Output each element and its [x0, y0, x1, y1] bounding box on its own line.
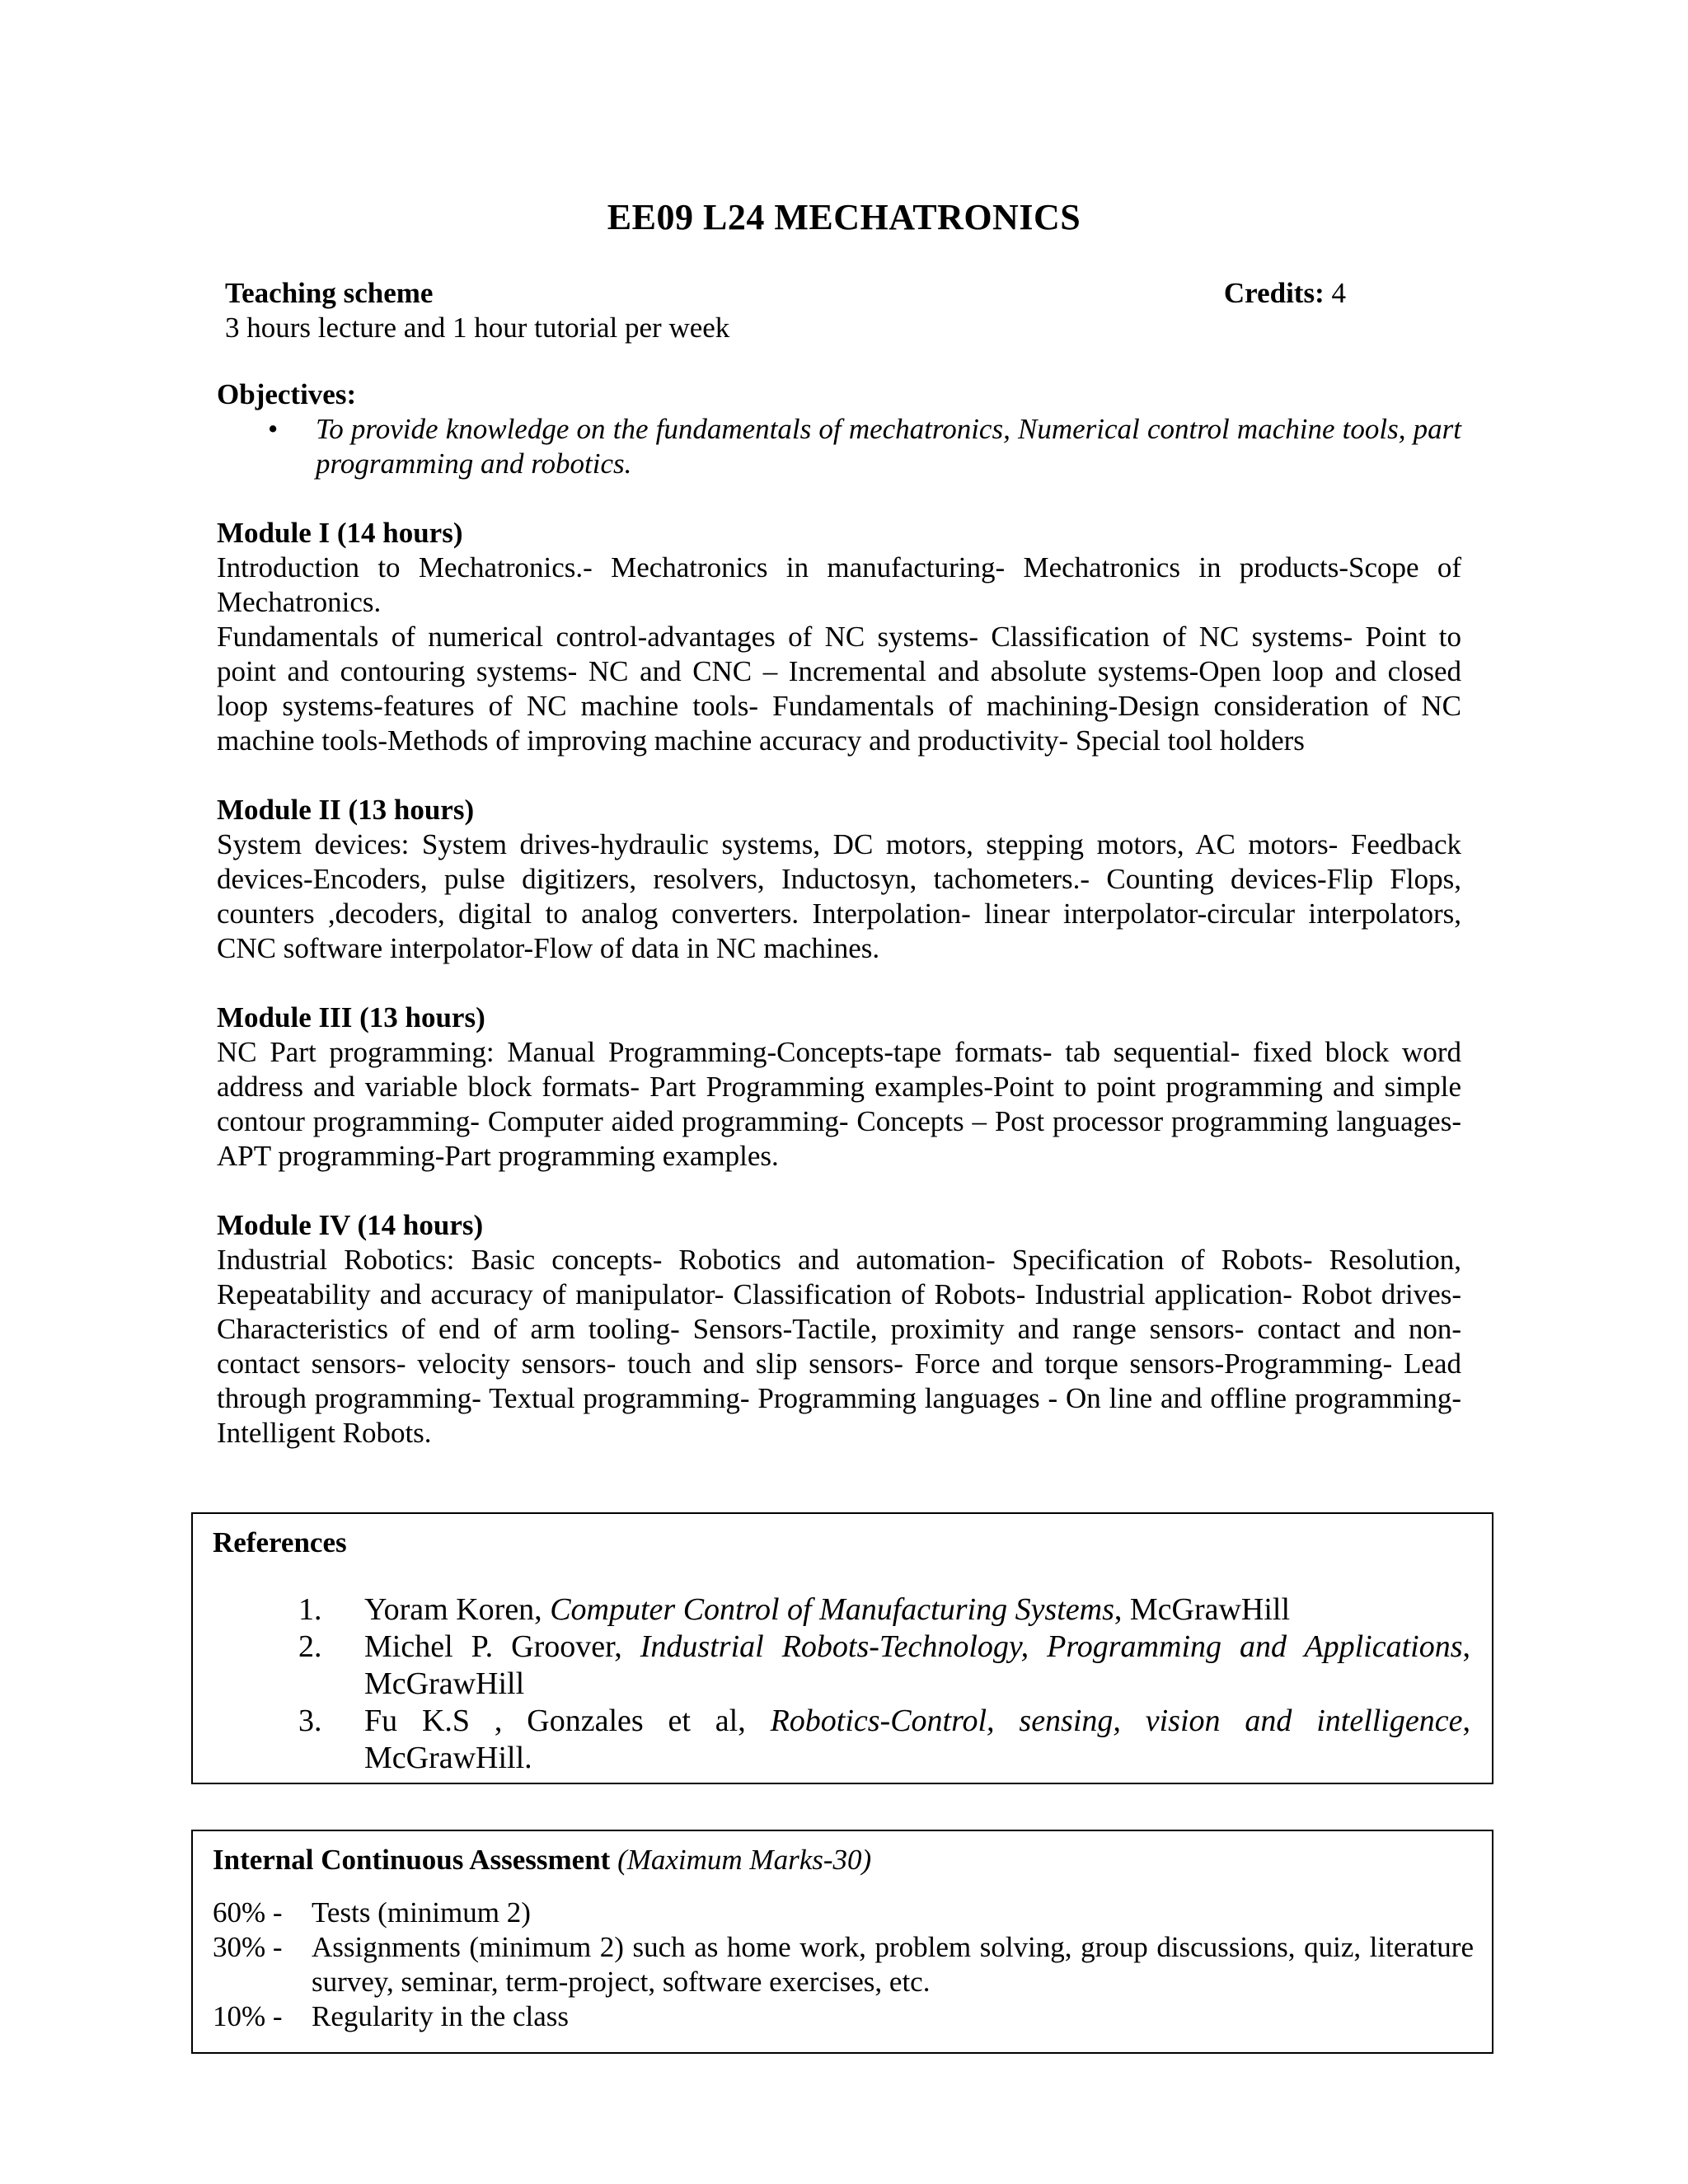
teaching-hours: 3 hours lecture and 1 hour tutorial per week	[225, 312, 730, 344]
syllabus-content	[217, 377, 1461, 1485]
reference-author: Michel P. Groover,	[364, 1629, 640, 1664]
assessment-list	[213, 1896, 1474, 2034]
module-paragraph: Introduction to Mechatronics.- Mechatronics in manufacturing- Mechatronics in products-Scope of Mechatronics.	[217, 551, 1461, 618]
assessment-max-marks: (Maximum Marks-30)	[617, 1844, 872, 1876]
credits-value: 4	[1331, 277, 1346, 309]
teaching-scheme-row	[225, 276, 1346, 311]
assessment-text: Tests (minimum 2)	[312, 1896, 531, 1929]
page-title: EE09 L24 MECHATRONICS	[607, 197, 1081, 237]
module-heading: Module II (13 hours)	[217, 794, 475, 826]
reference-number: 1.	[298, 1592, 322, 1627]
credits-label: Credits:	[1223, 277, 1325, 309]
objectives-heading: Objectives:	[217, 378, 357, 410]
assessment-percent: 30% -	[213, 1931, 283, 1963]
reference-number: 3.	[298, 1704, 322, 1738]
module-3-section	[217, 1001, 1461, 1174]
references-box	[191, 1512, 1493, 1784]
assessment-item	[213, 1896, 1474, 1930]
module-paragraph: System devices: System drives-hydraulic systems, DC motors, stepping motors, AC motors- Feedback devices-Encoders, pulse digitizers, resolvers, Inductosyn, tachometers.- Counting devices-Flip Flops, counters ,decoders, digital to analog converters. Interpolation- linear interpolator-circular interpolators, CNC software interpolator-Flow of data in NC machines.	[217, 828, 1461, 964]
reference-number: 2.	[298, 1629, 322, 1664]
reference-author: Yoram Koren,	[364, 1592, 551, 1627]
module-paragraph: NC Part programming: Manual Programming-Concepts-tape formats- tab sequential- fixed block word address and variable block formats- Part Programming examples-Point to point programming and simple contour programming- Computer aided programming- Concepts – Post processor programming languages- APT programming-Part programming examples.	[217, 1036, 1461, 1172]
assessment-header	[213, 1843, 871, 1877]
references-list	[259, 1591, 1470, 1777]
assessment-box	[191, 1830, 1493, 2054]
objective-text: To provide knowledge on the fundamentals of mechatronics, Numerical control machine tools, part programming and robotics.	[316, 413, 1461, 480]
assessment-item	[213, 1999, 1474, 2034]
assessment-text: Assignments (minimum 2) such as home work, problem solving, group discussions, quiz, literature survey, seminar, term-project, software exercises, etc.	[312, 1931, 1474, 1998]
reference-item	[259, 1703, 1470, 1777]
references-heading: References	[213, 1526, 347, 1558]
module-paragraph: Fundamentals of numerical control-advantages of NC systems- Classification of NC systems- Point to point and contouring systems- NC and CNC – Incremental and absolute systems-Open loop and closed loop systems-features of NC machine tools- Fundamentals of machining-Design consideration of NC machine tools-Methods of improving machine accuracy and productivity- Special tool holders	[217, 621, 1461, 757]
reference-title: Industrial Robots-Technology, Programming and Applications	[640, 1629, 1463, 1664]
reference-author: Fu K.S , Gonzales et al,	[364, 1704, 771, 1738]
module-4-section	[217, 1208, 1461, 1451]
assessment-percent: 60% -	[213, 1896, 283, 1929]
bullet-icon: •	[268, 413, 279, 445]
reference-publisher: , McGrawHill.	[364, 1704, 1470, 1775]
objectives-list	[217, 412, 1461, 481]
reference-publisher: , McGrawHill	[364, 1629, 1470, 1701]
reference-title: Robotics-Control, sensing, vision and intelligence	[770, 1704, 1463, 1738]
module-2-section	[217, 793, 1461, 966]
teaching-scheme-label: Teaching scheme	[225, 277, 434, 309]
module-heading: Module III (13 hours)	[217, 1001, 485, 1033]
assessment-percent: 10% -	[213, 2000, 283, 2032]
module-heading: Module I (14 hours)	[217, 517, 463, 549]
module-heading: Module IV (14 hours)	[217, 1209, 484, 1241]
credits	[1224, 276, 1346, 311]
module-paragraph: Industrial Robotics: Basic concepts- Robotics and automation- Specification of Robots- Resolution, Repeatability and accuracy of manipulator- Classification of Robots- Industrial application- Robot drives- Characteristics of end of arm tooling- Sensors-Tactile, proximity and range sensors- contact and non-contact sensors- velocity sensors- touch and slip sensors- Force and torque sensors-Programming- Lead through programming- Textual programming- Programming languages - On line and offline programming- Intelligent Robots.	[217, 1244, 1461, 1449]
assessment-item	[213, 1930, 1474, 1999]
reference-title: Computer Control of Manufacturing Systems	[550, 1592, 1114, 1627]
objectives-section	[217, 377, 1461, 481]
reference-item	[259, 1591, 1470, 1629]
module-1-section	[217, 516, 1461, 758]
assessment-text: Regularity in the class	[312, 2000, 570, 2032]
teaching-scheme	[225, 276, 1346, 345]
objective-item	[217, 412, 1461, 481]
assessment-heading: Internal Continuous Assessment	[213, 1844, 611, 1876]
reference-publisher: , McGrawHill	[1114, 1592, 1291, 1627]
reference-item	[259, 1629, 1470, 1703]
